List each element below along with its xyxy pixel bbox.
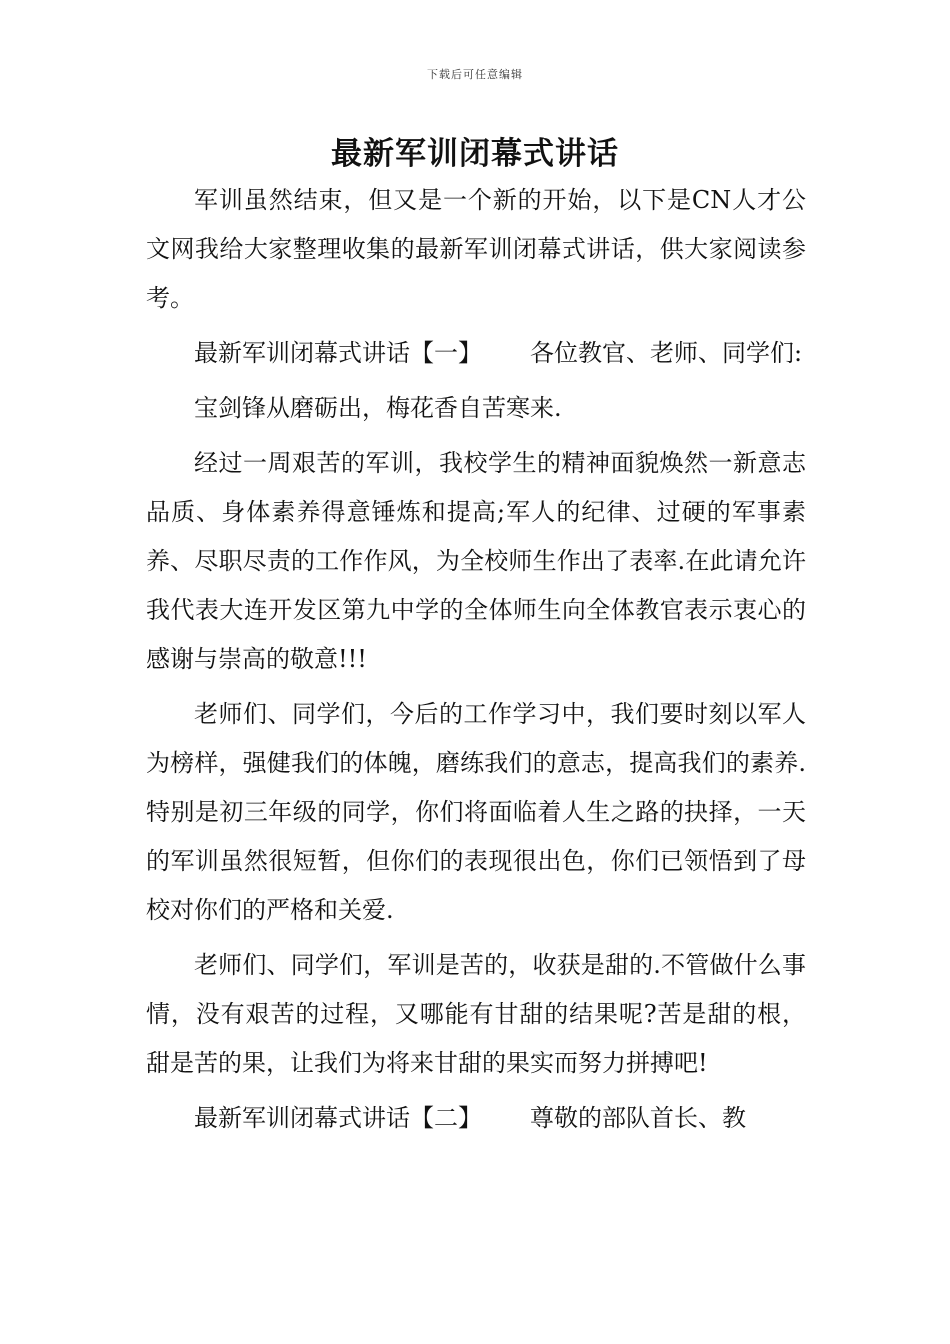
section-2-greeting: 尊敬的部队首长、教 xyxy=(530,1104,746,1132)
section-1-heading: 最新军训闭幕式讲话【一】 xyxy=(194,339,482,367)
body-paragraph: 老师们、同学们，今后的工作学习中，我们要时刻以军人为榜样，强健我们的体魄，磨练我们的意志，提高我们的素养.特别是初三年级的同学，你们将面临着人生之路的抉择，一天的军训虽然很短暂，但你们的表现很出色，你们已领悟到了母校对你们的严格和关爱. xyxy=(146,700,806,924)
document-body xyxy=(146,176,806,1143)
section-2-paragraph xyxy=(146,1094,806,1143)
section-2-heading: 最新军训闭幕式讲话【二】 xyxy=(194,1104,482,1132)
body-paragraph: 经过一周艰苦的军训，我校学生的精神面貌焕然一新意志品质、身体素养得意锤炼和提高;军人的纪律、过硬的军事素养、尽职尽责的工作作风，为全校师生作出了表率.在此请允许我代表大连开发区第九中学的全体师生向全体教官表示衷心的感谢与崇高的敬意!!! xyxy=(146,449,806,673)
body-paragraph: 老师们、同学们，军训是苦的，收获是甜的.不管做什么事情，没有艰苦的过程，又哪能有甘甜的结果呢?苦是甜的根，甜是苦的果，让我们为将来甘甜的果实而努力拼搏吧! xyxy=(146,951,806,1077)
section-1-greeting: 各位教官、老师、同学们: xyxy=(530,339,803,367)
intro-paragraph: 军训虽然结束，但又是一个新的开始，以下是CN人才公文网我给大家整理收集的最新军训闭幕式讲话，供大家阅读参考。 xyxy=(146,186,806,312)
body-paragraph: 宝剑锋从磨砺出，梅花香自苦寒来. xyxy=(194,394,562,422)
document-title: 最新军训闭幕式讲话 xyxy=(331,136,619,172)
page-header-note: 下载后可任意编辑 xyxy=(427,68,523,81)
section-1-paragraph xyxy=(146,329,806,378)
